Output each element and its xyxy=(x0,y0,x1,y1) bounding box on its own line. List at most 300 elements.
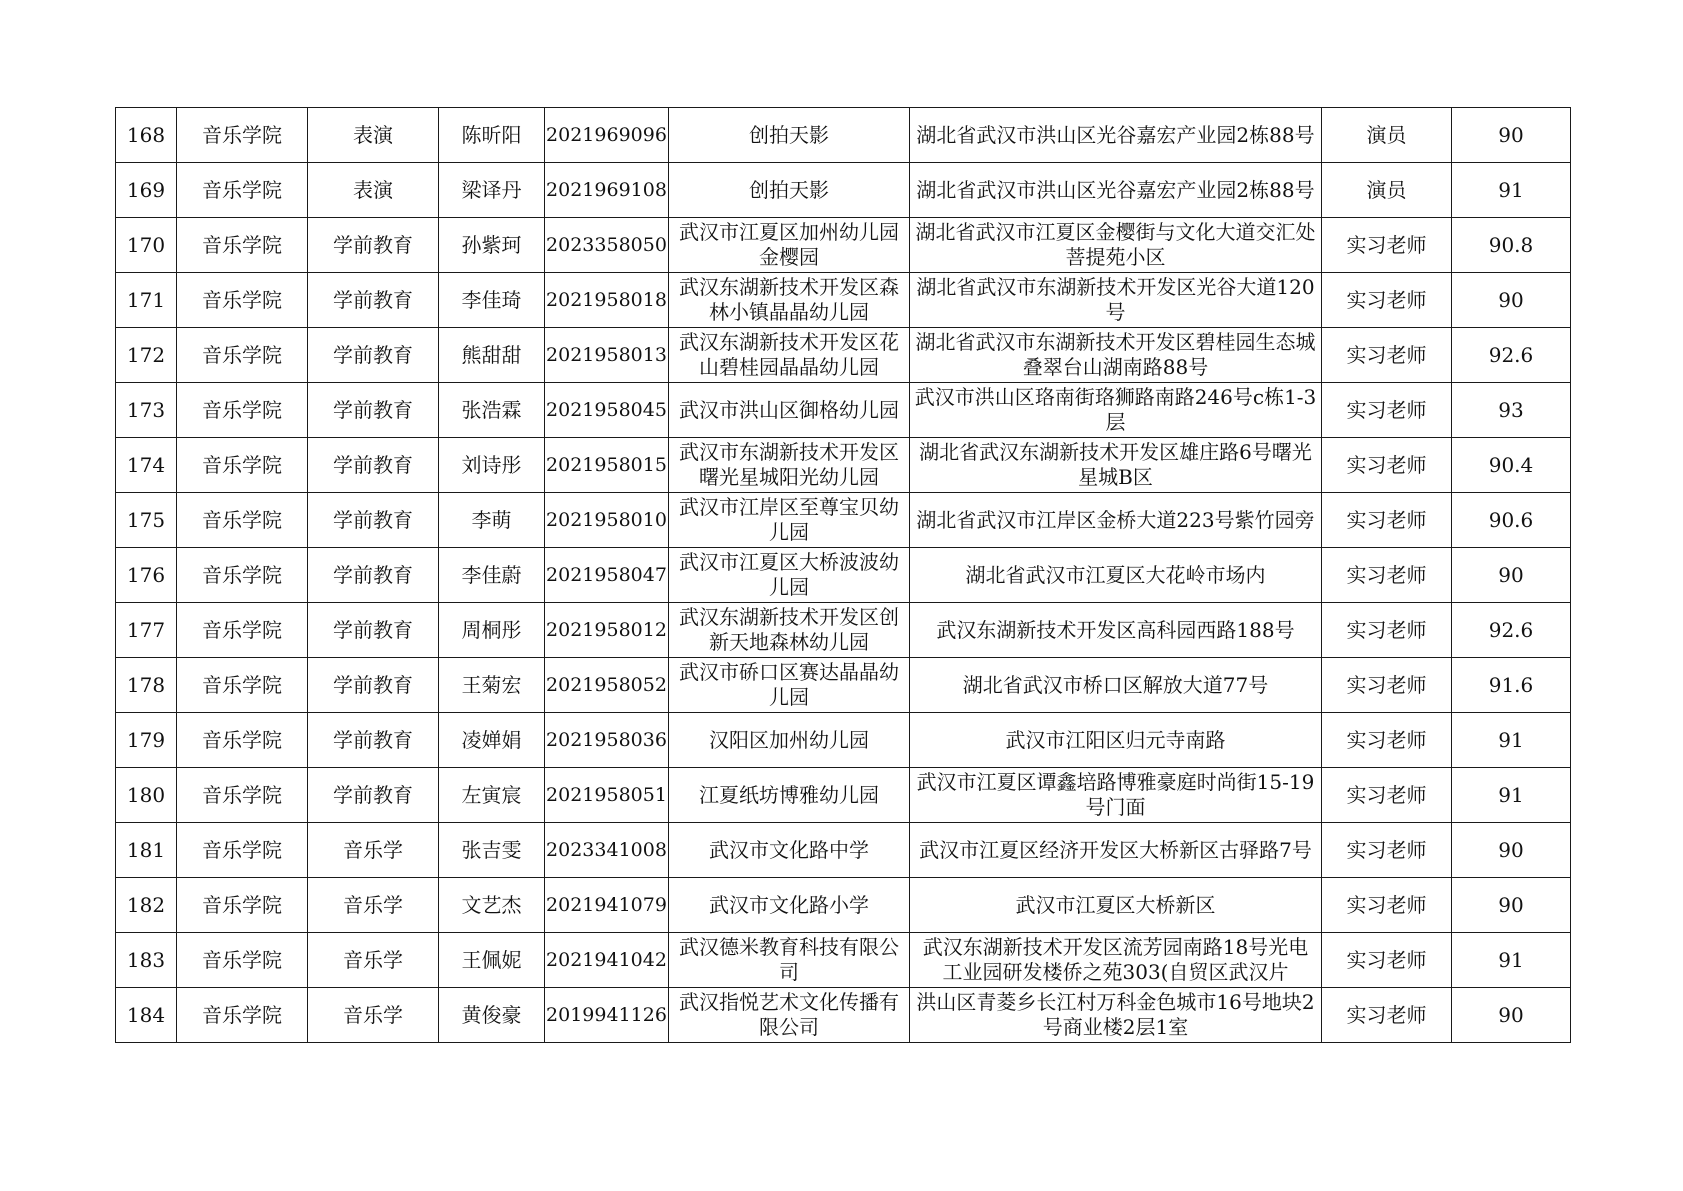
student-id-cell xyxy=(545,603,669,658)
major-cell xyxy=(308,163,439,218)
organization-cell xyxy=(669,438,910,493)
student-id-cell-text: 2021958045 xyxy=(546,398,667,421)
address-cell-text: 武汉东湖新技术开发区流芳园南路18号光电工业园研发楼侨之苑303(自贸区武汉片 xyxy=(922,935,1309,984)
row-number-cell xyxy=(116,438,177,493)
student-name-cell-text: 李佳琦 xyxy=(461,287,522,312)
major-cell-text: 音乐学 xyxy=(343,947,403,972)
score-cell xyxy=(1452,768,1571,823)
position-cell xyxy=(1322,108,1452,163)
organization-cell-text: 武汉市洪山区御格幼儿园 xyxy=(679,397,899,422)
college-cell xyxy=(177,493,308,548)
major-cell xyxy=(308,273,439,328)
major-cell-text: 学前教育 xyxy=(333,232,413,257)
major-cell xyxy=(308,713,439,768)
address-cell xyxy=(910,988,1322,1043)
student-id-cell xyxy=(545,438,669,493)
student-name-cell-text: 凌婵娟 xyxy=(461,727,522,752)
row-number-cell-text: 171 xyxy=(126,287,166,312)
student-id-cell-text: 2023341008 xyxy=(546,838,667,861)
score-cell xyxy=(1452,493,1571,548)
organization-cell xyxy=(669,328,910,383)
address-cell-text: 武汉市江夏区大桥新区 xyxy=(1015,892,1216,917)
college-cell-text: 音乐学院 xyxy=(202,837,282,862)
address-cell-text: 湖北省武汉市洪山区光谷嘉宏产业园2栋88号 xyxy=(916,122,1315,147)
college-cell xyxy=(177,603,308,658)
college-cell xyxy=(177,218,308,273)
major-cell xyxy=(308,933,439,988)
college-cell xyxy=(177,768,308,823)
student-name-cell-text: 张吉雯 xyxy=(461,837,522,862)
organization-cell-text: 武汉德米教育科技有限公司 xyxy=(679,935,899,984)
address-cell xyxy=(910,108,1322,163)
organization-cell xyxy=(669,933,910,988)
student-name-cell-text: 周桐彤 xyxy=(461,617,522,642)
major-cell-text: 学前教育 xyxy=(333,452,413,477)
student-name-cell xyxy=(439,878,545,933)
row-number-cell-text: 170 xyxy=(126,232,166,257)
address-cell-text: 武汉东湖新技术开发区高科园西路188号 xyxy=(936,617,1295,642)
student-name-cell-text: 黄俊豪 xyxy=(461,1002,522,1027)
student-id-cell-text: 2019941126 xyxy=(546,1003,667,1026)
organization-cell-text: 江夏纸坊博雅幼儿园 xyxy=(699,782,879,807)
organization-cell-text: 武汉东湖新技术开发区创新天地森林幼儿园 xyxy=(679,605,899,654)
position-cell xyxy=(1322,988,1452,1043)
student-id-cell xyxy=(545,163,669,218)
address-cell xyxy=(910,548,1322,603)
student-name-cell xyxy=(439,548,545,603)
address-cell-text: 武汉市江夏区谭鑫培路博雅豪庭时尚街15-19号门面 xyxy=(916,770,1315,819)
organization-cell-text: 武汉市文化路小学 xyxy=(709,892,869,917)
organization-cell-text: 武汉市江岸区至尊宝贝幼儿园 xyxy=(679,495,899,544)
major-cell xyxy=(308,878,439,933)
internship-roster-table xyxy=(115,107,1571,1043)
score-cell-text: 90 xyxy=(1498,122,1524,147)
college-cell-text: 音乐学院 xyxy=(202,782,282,807)
position-cell xyxy=(1322,768,1452,823)
row-number-cell-text: 168 xyxy=(126,122,166,147)
position-cell xyxy=(1322,933,1452,988)
organization-cell-text: 武汉指悦艺术文化传播有限公司 xyxy=(679,990,899,1039)
college-cell-text: 音乐学院 xyxy=(202,342,282,367)
table-row xyxy=(116,383,1571,438)
college-cell xyxy=(177,108,308,163)
position-cell-text: 实习老师 xyxy=(1346,397,1427,422)
college-cell-text: 音乐学院 xyxy=(202,287,282,312)
table-row xyxy=(116,493,1571,548)
position-cell-text: 实习老师 xyxy=(1346,287,1427,312)
student-id-cell-text: 2021958052 xyxy=(546,673,667,696)
table-row xyxy=(116,108,1571,163)
college-cell xyxy=(177,383,308,438)
organization-cell xyxy=(669,713,910,768)
row-number-cell xyxy=(116,383,177,438)
student-name-cell-text: 孙紫珂 xyxy=(461,232,522,257)
student-id-cell xyxy=(545,658,669,713)
position-cell-text: 实习老师 xyxy=(1346,232,1427,257)
major-cell xyxy=(308,823,439,878)
organization-cell xyxy=(669,493,910,548)
major-cell-text: 学前教育 xyxy=(333,342,413,367)
college-cell-text: 音乐学院 xyxy=(202,507,282,532)
table-row xyxy=(116,878,1571,933)
row-number-cell xyxy=(116,328,177,383)
score-cell xyxy=(1452,383,1571,438)
position-cell-text: 实习老师 xyxy=(1346,452,1427,477)
table-row xyxy=(116,603,1571,658)
address-cell-text: 湖北省武汉市东湖新技术开发区光谷大道120号 xyxy=(916,275,1315,324)
student-id-cell-text: 2023358050 xyxy=(546,233,667,256)
address-cell xyxy=(910,383,1322,438)
student-id-cell-text: 2021958018 xyxy=(546,288,667,311)
score-cell-text: 92.6 xyxy=(1488,342,1534,367)
major-cell-text: 学前教育 xyxy=(333,397,413,422)
row-number-cell-text: 177 xyxy=(126,617,166,642)
position-cell-text: 实习老师 xyxy=(1346,892,1427,917)
organization-cell xyxy=(669,823,910,878)
organization-cell-text: 武汉东湖新技术开发区森林小镇晶晶幼儿园 xyxy=(679,275,899,324)
major-cell-text: 学前教育 xyxy=(333,617,413,642)
student-name-cell xyxy=(439,713,545,768)
position-cell xyxy=(1322,383,1452,438)
table-row xyxy=(116,328,1571,383)
score-cell-text: 92.6 xyxy=(1488,617,1534,642)
position-cell-text: 实习老师 xyxy=(1346,342,1427,367)
major-cell xyxy=(308,438,439,493)
student-name-cell xyxy=(439,988,545,1043)
student-name-cell xyxy=(439,383,545,438)
score-cell xyxy=(1452,163,1571,218)
student-name-cell-text: 李佳蔚 xyxy=(461,562,522,587)
address-cell-text: 湖北省武汉市桥口区解放大道77号 xyxy=(962,672,1269,697)
address-cell-text: 湖北省武汉市江夏区金樱街与文化大道交汇处菩提苑小区 xyxy=(915,220,1316,269)
address-cell xyxy=(910,218,1322,273)
college-cell-text: 音乐学院 xyxy=(202,452,282,477)
student-name-cell xyxy=(439,768,545,823)
row-number-cell xyxy=(116,988,177,1043)
score-cell xyxy=(1452,658,1571,713)
student-id-cell-text: 2021958012 xyxy=(546,618,667,641)
organization-cell xyxy=(669,658,910,713)
address-cell-text: 武汉市江阳区归元寺南路 xyxy=(1005,727,1226,752)
score-cell-text: 91.6 xyxy=(1488,672,1534,697)
organization-cell-text: 武汉东湖新技术开发区花山碧桂园晶晶幼儿园 xyxy=(679,330,899,379)
student-name-cell xyxy=(439,273,545,328)
position-cell-text: 实习老师 xyxy=(1346,837,1427,862)
score-cell xyxy=(1452,823,1571,878)
organization-cell xyxy=(669,988,910,1043)
student-name-cell xyxy=(439,603,545,658)
row-number-cell-text: 169 xyxy=(126,177,166,202)
student-name-cell xyxy=(439,933,545,988)
position-cell xyxy=(1322,603,1452,658)
college-cell-text: 音乐学院 xyxy=(202,177,282,202)
student-name-cell-text: 陈昕阳 xyxy=(461,122,522,147)
row-number-cell xyxy=(116,933,177,988)
position-cell xyxy=(1322,878,1452,933)
student-id-cell-text: 2021958051 xyxy=(546,783,667,806)
student-name-cell-text: 熊甜甜 xyxy=(461,342,522,367)
table-row xyxy=(116,823,1571,878)
organization-cell xyxy=(669,273,910,328)
roster-body xyxy=(116,108,1571,1043)
organization-cell xyxy=(669,108,910,163)
college-cell xyxy=(177,823,308,878)
college-cell-text: 音乐学院 xyxy=(202,892,282,917)
address-cell xyxy=(910,328,1322,383)
table-row xyxy=(116,768,1571,823)
college-cell-text: 音乐学院 xyxy=(202,562,282,587)
row-number-cell-text: 174 xyxy=(126,452,166,477)
score-cell xyxy=(1452,603,1571,658)
row-number-cell-text: 173 xyxy=(126,397,166,422)
major-cell-text: 学前教育 xyxy=(333,562,413,587)
organization-cell xyxy=(669,218,910,273)
score-cell-text: 90 xyxy=(1498,837,1524,862)
student-id-cell xyxy=(545,493,669,548)
position-cell xyxy=(1322,328,1452,383)
position-cell-text: 演员 xyxy=(1366,122,1407,147)
college-cell-text: 音乐学院 xyxy=(202,397,282,422)
address-cell-text: 湖北省武汉市江夏区大花岭市场内 xyxy=(965,562,1266,587)
student-id-cell xyxy=(545,988,669,1043)
row-number-cell xyxy=(116,108,177,163)
row-number-cell xyxy=(116,493,177,548)
row-number-cell-text: 183 xyxy=(126,947,166,972)
address-cell-text: 湖北省武汉市东湖新技术开发区碧桂园生态城叠翠台山湖南路88号 xyxy=(915,330,1316,379)
score-cell-text: 91 xyxy=(1498,177,1524,202)
college-cell xyxy=(177,713,308,768)
student-name-cell xyxy=(439,108,545,163)
organization-cell-text: 创拍天影 xyxy=(749,122,829,147)
organization-cell xyxy=(669,548,910,603)
student-name-cell-text: 梁译丹 xyxy=(461,177,522,202)
student-name-cell-text: 王菊宏 xyxy=(461,672,522,697)
student-name-cell-text: 张浩霖 xyxy=(461,397,522,422)
address-cell xyxy=(910,713,1322,768)
college-cell xyxy=(177,878,308,933)
position-cell xyxy=(1322,823,1452,878)
student-id-cell xyxy=(545,383,669,438)
major-cell-text: 音乐学 xyxy=(343,892,403,917)
major-cell-text: 学前教育 xyxy=(333,507,413,532)
address-cell xyxy=(910,273,1322,328)
score-cell xyxy=(1452,713,1571,768)
row-number-cell-text: 184 xyxy=(126,1002,166,1027)
position-cell-text: 实习老师 xyxy=(1346,672,1427,697)
student-name-cell xyxy=(439,823,545,878)
address-cell xyxy=(910,878,1322,933)
row-number-cell-text: 179 xyxy=(126,727,166,752)
student-name-cell-text: 文艺杰 xyxy=(461,892,522,917)
position-cell-text: 实习老师 xyxy=(1346,727,1427,752)
organization-cell-text: 武汉市江夏区加州幼儿园金樱园 xyxy=(679,220,899,269)
score-cell xyxy=(1452,988,1571,1043)
row-number-cell xyxy=(116,163,177,218)
score-cell-text: 91 xyxy=(1498,727,1524,752)
student-id-cell xyxy=(545,548,669,603)
score-cell-text: 90 xyxy=(1498,892,1524,917)
major-cell xyxy=(308,383,439,438)
student-id-cell xyxy=(545,328,669,383)
organization-cell-text: 武汉市硚口区赛达晶晶幼儿园 xyxy=(679,660,899,709)
college-cell-text: 音乐学院 xyxy=(202,727,282,752)
table-row xyxy=(116,163,1571,218)
address-cell-text: 武汉市洪山区珞南街珞狮路南路246号c栋1-3层 xyxy=(914,385,1317,434)
address-cell xyxy=(910,768,1322,823)
student-id-cell-text: 2021958036 xyxy=(546,728,667,751)
major-cell xyxy=(308,548,439,603)
student-name-cell-text: 李萌 xyxy=(471,507,512,532)
table-row xyxy=(116,933,1571,988)
student-id-cell xyxy=(545,273,669,328)
major-cell xyxy=(308,603,439,658)
position-cell xyxy=(1322,163,1452,218)
address-cell xyxy=(910,163,1322,218)
score-cell xyxy=(1452,548,1571,603)
row-number-cell-text: 181 xyxy=(126,837,166,862)
major-cell-text: 音乐学 xyxy=(343,837,403,862)
address-cell-text: 湖北省武汉市洪山区光谷嘉宏产业园2栋88号 xyxy=(916,177,1315,202)
address-cell xyxy=(910,493,1322,548)
table-row xyxy=(116,548,1571,603)
table-row xyxy=(116,273,1571,328)
position-cell-text: 实习老师 xyxy=(1346,562,1427,587)
address-cell-text: 湖北省武汉东湖新技术开发区雄庄路6号曙光星城B区 xyxy=(919,440,1312,489)
student-id-cell-text: 2021941079 xyxy=(546,893,667,916)
address-cell xyxy=(910,658,1322,713)
score-cell-text: 90.4 xyxy=(1488,452,1534,477)
position-cell xyxy=(1322,438,1452,493)
major-cell xyxy=(308,988,439,1043)
score-cell-text: 90 xyxy=(1498,287,1524,312)
address-cell xyxy=(910,438,1322,493)
row-number-cell xyxy=(116,658,177,713)
row-number-cell xyxy=(116,218,177,273)
student-id-cell-text: 2021969096 xyxy=(546,123,667,146)
address-cell-text: 武汉市江夏区经济开发区大桥新区古驿路7号 xyxy=(919,837,1312,862)
major-cell xyxy=(308,658,439,713)
student-id-cell xyxy=(545,108,669,163)
position-cell xyxy=(1322,548,1452,603)
address-cell xyxy=(910,933,1322,988)
organization-cell-text: 汉阳区加州幼儿园 xyxy=(709,727,869,752)
score-cell-text: 90 xyxy=(1498,1002,1524,1027)
college-cell xyxy=(177,933,308,988)
college-cell xyxy=(177,273,308,328)
organization-cell xyxy=(669,383,910,438)
student-id-cell-text: 2021958015 xyxy=(546,453,667,476)
row-number-cell-text: 175 xyxy=(126,507,166,532)
major-cell-text: 学前教育 xyxy=(333,672,413,697)
major-cell-text: 学前教育 xyxy=(333,782,413,807)
row-number-cell xyxy=(116,878,177,933)
student-id-cell xyxy=(545,823,669,878)
score-cell xyxy=(1452,328,1571,383)
table-row xyxy=(116,658,1571,713)
college-cell-text: 音乐学院 xyxy=(202,122,282,147)
score-cell-text: 90 xyxy=(1498,562,1524,587)
student-id-cell xyxy=(545,218,669,273)
college-cell-text: 音乐学院 xyxy=(202,672,282,697)
position-cell xyxy=(1322,218,1452,273)
student-name-cell xyxy=(439,163,545,218)
major-cell-text: 表演 xyxy=(353,122,393,147)
major-cell xyxy=(308,218,439,273)
organization-cell-text: 创拍天影 xyxy=(749,177,829,202)
college-cell xyxy=(177,988,308,1043)
major-cell-text: 学前教育 xyxy=(333,287,413,312)
row-number-cell-text: 178 xyxy=(126,672,166,697)
student-id-cell xyxy=(545,713,669,768)
organization-cell xyxy=(669,878,910,933)
student-id-cell xyxy=(545,768,669,823)
position-cell xyxy=(1322,273,1452,328)
college-cell-text: 音乐学院 xyxy=(202,617,282,642)
row-number-cell xyxy=(116,273,177,328)
position-cell xyxy=(1322,658,1452,713)
major-cell xyxy=(308,493,439,548)
organization-cell xyxy=(669,163,910,218)
position-cell xyxy=(1322,493,1452,548)
college-cell-text: 音乐学院 xyxy=(202,232,282,257)
table-row xyxy=(116,438,1571,493)
row-number-cell xyxy=(116,548,177,603)
major-cell xyxy=(308,328,439,383)
student-name-cell-text: 左寅宸 xyxy=(461,782,522,807)
row-number-cell-text: 176 xyxy=(126,562,166,587)
college-cell xyxy=(177,328,308,383)
major-cell xyxy=(308,108,439,163)
major-cell-text: 表演 xyxy=(353,177,393,202)
student-id-cell-text: 2021941042 xyxy=(546,948,667,971)
position-cell-text: 实习老师 xyxy=(1346,1002,1427,1027)
score-cell-text: 93 xyxy=(1498,397,1524,422)
student-name-cell xyxy=(439,438,545,493)
student-id-cell-text: 2021958013 xyxy=(546,343,667,366)
student-name-cell xyxy=(439,493,545,548)
major-cell-text: 学前教育 xyxy=(333,727,413,752)
score-cell xyxy=(1452,273,1571,328)
score-cell xyxy=(1452,878,1571,933)
major-cell xyxy=(308,768,439,823)
organization-cell-text: 武汉市文化路中学 xyxy=(709,837,869,862)
row-number-cell xyxy=(116,823,177,878)
student-id-cell-text: 2021969108 xyxy=(546,178,667,201)
position-cell-text: 实习老师 xyxy=(1346,617,1427,642)
position-cell xyxy=(1322,713,1452,768)
college-cell-text: 音乐学院 xyxy=(202,947,282,972)
position-cell-text: 实习老师 xyxy=(1346,507,1427,532)
student-name-cell xyxy=(439,218,545,273)
student-name-cell-text: 王佩妮 xyxy=(461,947,522,972)
row-number-cell-text: 180 xyxy=(126,782,166,807)
position-cell-text: 演员 xyxy=(1366,177,1407,202)
score-cell xyxy=(1452,218,1571,273)
student-id-cell-text: 2021958047 xyxy=(546,563,667,586)
score-cell xyxy=(1452,933,1571,988)
score-cell xyxy=(1452,438,1571,493)
organization-cell xyxy=(669,603,910,658)
score-cell xyxy=(1452,108,1571,163)
major-cell-text: 音乐学 xyxy=(343,1002,403,1027)
organization-cell xyxy=(669,768,910,823)
college-cell xyxy=(177,438,308,493)
college-cell xyxy=(177,548,308,603)
score-cell-text: 90.6 xyxy=(1488,507,1534,532)
organization-cell-text: 武汉市江夏区大桥波波幼儿园 xyxy=(679,550,899,599)
score-cell-text: 91 xyxy=(1498,947,1524,972)
student-id-cell xyxy=(545,878,669,933)
